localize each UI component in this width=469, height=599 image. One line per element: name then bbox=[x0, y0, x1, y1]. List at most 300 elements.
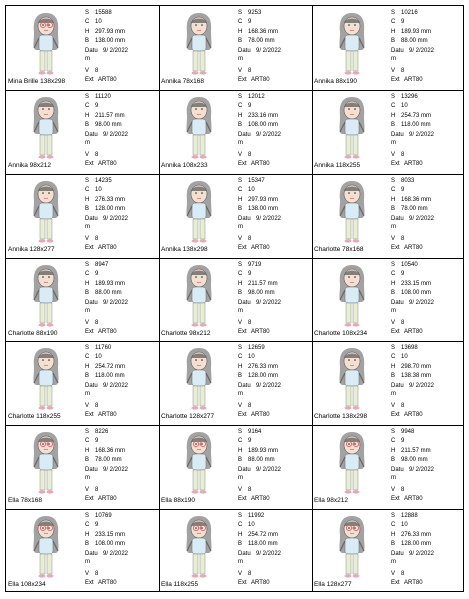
girl-figure-icon bbox=[330, 345, 374, 413]
info-key: C bbox=[391, 186, 396, 193]
info-key: Ext bbox=[391, 412, 400, 419]
info-value-v: 8 bbox=[401, 403, 405, 410]
info-key: m bbox=[391, 223, 396, 230]
design-name: Annika 118x255 bbox=[314, 161, 361, 169]
info-value-ext: ART80 bbox=[98, 77, 117, 83]
design-name: Annika 108x233 bbox=[161, 161, 208, 169]
info-key: V bbox=[238, 487, 243, 494]
info-key: m bbox=[238, 559, 243, 566]
info-value-s: 8226 bbox=[95, 429, 109, 436]
info-key: B bbox=[238, 205, 243, 212]
design-name: Annika 138x298 bbox=[161, 245, 208, 253]
design-card[interactable] bbox=[6, 509, 159, 593]
info-value-s: 15588 bbox=[95, 10, 112, 16]
info-key: Datu bbox=[238, 48, 251, 54]
info-value-c: 9 bbox=[95, 438, 99, 445]
info-key: H bbox=[391, 196, 396, 203]
info-key: C bbox=[85, 19, 90, 25]
info-key: C bbox=[238, 522, 243, 529]
info-key: B bbox=[85, 457, 90, 464]
info-key: Datu bbox=[391, 215, 404, 222]
info-value-b: 108.00 mm bbox=[95, 541, 126, 548]
design-name: Ella 88x190 bbox=[161, 497, 195, 505]
info-key: V bbox=[391, 68, 396, 74]
design-card[interactable] bbox=[159, 6, 312, 90]
design-name: Charlotte 118x255 bbox=[8, 413, 61, 421]
design-card[interactable] bbox=[312, 6, 465, 90]
info-key: H bbox=[238, 532, 243, 539]
design-card[interactable] bbox=[159, 90, 312, 174]
info-value-ext: ART80 bbox=[251, 580, 270, 587]
info-value-h: 211.57 mm bbox=[95, 112, 125, 119]
info-value-b: 118.00 mm bbox=[95, 373, 125, 380]
info-key: S bbox=[85, 513, 90, 520]
info-value-h: 189.93 mm bbox=[401, 29, 432, 35]
info-key: H bbox=[238, 280, 243, 287]
info-key: S bbox=[85, 177, 90, 184]
design-card[interactable] bbox=[159, 425, 312, 509]
info-value-datu: 9/ 2/2022 bbox=[256, 551, 282, 558]
design-card[interactable] bbox=[159, 174, 312, 258]
design-card[interactable] bbox=[312, 509, 465, 593]
info-key: Datu bbox=[238, 467, 251, 474]
info-key: S bbox=[238, 513, 243, 520]
info-value-s: 9948 bbox=[401, 429, 415, 436]
design-name: Charlotte 98x212 bbox=[161, 329, 211, 337]
info-key: C bbox=[85, 522, 90, 529]
info-key: C bbox=[85, 438, 90, 445]
info-key: V bbox=[391, 487, 396, 494]
info-key: m bbox=[85, 223, 90, 230]
girl-figure-icon bbox=[177, 94, 221, 162]
design-card[interactable] bbox=[6, 174, 159, 258]
info-key: S bbox=[391, 93, 396, 100]
girl-figure-icon bbox=[177, 10, 221, 78]
info-value-datu: 9/ 2/2022 bbox=[103, 215, 129, 222]
info-key: m bbox=[85, 559, 90, 566]
info-key: H bbox=[85, 532, 90, 539]
girl-figure-icon bbox=[24, 94, 68, 162]
info-value-b: 78.00 mm bbox=[95, 457, 122, 464]
info-value-s: 11992 bbox=[248, 513, 265, 520]
info-value-c: 10 bbox=[95, 19, 102, 25]
info-value-ext: ART80 bbox=[404, 412, 423, 419]
info-value-datu: 9/ 2/2022 bbox=[103, 551, 129, 558]
info-value-c: 9 bbox=[248, 102, 252, 109]
info-key: H bbox=[391, 364, 396, 371]
info-key: H bbox=[85, 29, 90, 35]
info-key: Ext bbox=[85, 160, 94, 167]
info-value-c: 9 bbox=[95, 522, 99, 529]
info-key: Ext bbox=[238, 496, 247, 503]
info-key: Ext bbox=[85, 412, 94, 419]
info-value-c: 10 bbox=[248, 522, 255, 529]
design-name: Charlotte 78x168 bbox=[314, 245, 364, 253]
girl-figure-icon bbox=[24, 345, 68, 413]
info-key: Ext bbox=[238, 580, 247, 587]
info-key: V bbox=[238, 151, 243, 158]
info-key: Datu bbox=[391, 131, 404, 138]
info-key: B bbox=[85, 289, 90, 296]
info-key: Ext bbox=[391, 77, 400, 83]
info-value-s: 9164 bbox=[248, 429, 262, 436]
design-card[interactable] bbox=[6, 90, 159, 174]
info-value-datu: 9/ 2/2022 bbox=[103, 131, 129, 138]
info-value-s: 12012 bbox=[248, 93, 265, 100]
design-name: Mina Brille 138x298 bbox=[8, 78, 66, 85]
info-key: C bbox=[85, 270, 90, 277]
info-value-b: 138.00 mm bbox=[248, 205, 279, 212]
info-value-h: 254.72 mm bbox=[248, 532, 279, 539]
info-key: Ext bbox=[238, 412, 247, 419]
info-key: B bbox=[85, 205, 90, 212]
info-key: Ext bbox=[391, 244, 400, 251]
info-value-b: 78.00 mm bbox=[401, 205, 428, 212]
info-key: C bbox=[238, 102, 243, 109]
info-value-h: 211.57 mm bbox=[401, 448, 431, 455]
info-value-b: 118.00 mm bbox=[401, 121, 431, 128]
info-value-s: 12659 bbox=[248, 345, 265, 352]
design-card[interactable] bbox=[312, 258, 465, 342]
info-value-c: 10 bbox=[95, 186, 102, 193]
design-card[interactable] bbox=[159, 509, 312, 593]
info-value-v: 8 bbox=[248, 487, 252, 494]
info-key: S bbox=[85, 93, 90, 100]
info-key: B bbox=[238, 121, 243, 128]
info-key: Datu bbox=[85, 551, 98, 558]
info-key: C bbox=[238, 19, 243, 25]
info-value-v: 8 bbox=[95, 487, 99, 494]
info-key: C bbox=[238, 270, 243, 277]
info-key: m bbox=[391, 56, 396, 62]
info-value-s: 8033 bbox=[401, 177, 415, 184]
info-key: S bbox=[238, 345, 243, 352]
info-key: S bbox=[85, 345, 90, 352]
girl-figure-icon bbox=[177, 345, 221, 413]
info-key: V bbox=[85, 151, 90, 158]
info-key: S bbox=[238, 93, 243, 100]
info-value-c: 10 bbox=[401, 102, 408, 109]
info-key: V bbox=[85, 235, 90, 242]
info-key: Ext bbox=[238, 244, 247, 251]
info-value-b: 128.00 mm bbox=[401, 541, 432, 548]
info-key: H bbox=[391, 448, 396, 455]
info-key: Datu bbox=[85, 131, 98, 138]
info-value-v: 8 bbox=[248, 319, 252, 326]
info-key: Datu bbox=[238, 299, 251, 306]
info-key: V bbox=[85, 319, 90, 326]
info-key: Ext bbox=[85, 244, 94, 251]
info-value-datu: 9/ 2/2022 bbox=[409, 299, 435, 306]
info-key: S bbox=[238, 261, 243, 268]
info-value-ext: ART80 bbox=[404, 244, 423, 251]
info-value-datu: 9/ 2/2022 bbox=[409, 467, 435, 474]
info-key: Datu bbox=[238, 131, 251, 138]
info-value-ext: ART80 bbox=[404, 580, 423, 587]
info-key: B bbox=[238, 38, 243, 44]
info-key: S bbox=[85, 261, 90, 268]
info-value-ext: ART80 bbox=[251, 328, 270, 335]
info-key: Datu bbox=[85, 48, 98, 54]
info-value-ext: ART80 bbox=[98, 244, 117, 251]
info-value-h: 168.36 mm bbox=[95, 448, 126, 455]
info-value-s: 9719 bbox=[248, 261, 262, 268]
design-name: Ella 108x234 bbox=[8, 581, 46, 589]
girl-figure-icon bbox=[330, 178, 374, 246]
info-key: Datu bbox=[238, 383, 251, 390]
info-key: V bbox=[238, 403, 243, 410]
info-value-ext: ART80 bbox=[98, 412, 117, 419]
info-value-v: 8 bbox=[248, 571, 252, 578]
info-key: C bbox=[391, 354, 396, 361]
info-value-datu: 9/ 2/2022 bbox=[256, 299, 282, 306]
info-value-v: 8 bbox=[95, 68, 99, 74]
info-value-datu: 9/ 2/2022 bbox=[256, 48, 282, 54]
info-value-h: 189.93 mm bbox=[248, 448, 279, 455]
info-key: V bbox=[391, 151, 396, 158]
info-value-ext: ART80 bbox=[404, 328, 423, 335]
design-card[interactable] bbox=[312, 90, 465, 174]
design-card[interactable] bbox=[6, 425, 159, 509]
info-key: V bbox=[85, 68, 90, 74]
design-card[interactable] bbox=[312, 174, 465, 258]
info-key: C bbox=[85, 102, 90, 109]
info-value-h: 298.70 mm bbox=[401, 364, 432, 371]
info-value-s: 10216 bbox=[401, 10, 418, 16]
info-value-s: 9253 bbox=[248, 10, 262, 16]
info-key: m bbox=[238, 139, 243, 146]
info-key: S bbox=[391, 513, 396, 520]
info-value-datu: 9/ 2/2022 bbox=[256, 131, 282, 138]
girl-figure-icon bbox=[24, 262, 68, 330]
info-value-v: 8 bbox=[401, 151, 405, 158]
info-key: Ext bbox=[391, 580, 400, 587]
design-name: Annika 98x212 bbox=[8, 161, 52, 169]
design-card[interactable] bbox=[6, 258, 159, 342]
info-value-h: 168.36 mm bbox=[401, 196, 432, 203]
info-key: H bbox=[391, 280, 396, 287]
info-value-h: 297.93 mm bbox=[95, 29, 126, 35]
info-key: m bbox=[391, 139, 396, 146]
info-key: H bbox=[85, 280, 90, 287]
info-value-s: 11120 bbox=[95, 93, 111, 100]
info-key: m bbox=[238, 307, 243, 314]
info-key: Datu bbox=[391, 48, 404, 54]
info-value-datu: 9/ 2/2022 bbox=[409, 48, 435, 54]
info-value-c: 10 bbox=[95, 354, 102, 361]
info-value-datu: 9/ 2/2022 bbox=[103, 48, 129, 54]
design-name: Ella 78x168 bbox=[8, 497, 42, 505]
info-value-v: 8 bbox=[95, 235, 99, 242]
info-value-ext: ART80 bbox=[251, 412, 270, 419]
info-key: V bbox=[391, 235, 396, 242]
info-key: Ext bbox=[85, 77, 94, 83]
info-value-v: 8 bbox=[401, 571, 405, 578]
info-key: H bbox=[391, 112, 396, 119]
info-value-c: 9 bbox=[401, 270, 405, 277]
info-key: H bbox=[85, 112, 90, 119]
design-name: Ella 98x212 bbox=[314, 497, 348, 505]
design-card[interactable] bbox=[6, 341, 159, 425]
girl-figure-icon bbox=[330, 513, 374, 581]
info-key: m bbox=[85, 139, 90, 146]
info-key: m bbox=[85, 56, 90, 62]
info-value-ext: ART80 bbox=[98, 580, 117, 587]
design-card[interactable] bbox=[312, 341, 465, 425]
info-value-b: 98.00 mm bbox=[248, 289, 275, 296]
girl-figure-icon bbox=[24, 513, 68, 581]
info-value-c: 9 bbox=[248, 438, 252, 445]
info-value-b: 118.00 mm bbox=[248, 541, 278, 548]
info-value-ext: ART80 bbox=[404, 77, 423, 83]
info-key: C bbox=[391, 19, 396, 25]
info-key: B bbox=[238, 373, 243, 380]
info-key: B bbox=[85, 373, 90, 380]
info-key: C bbox=[85, 186, 90, 193]
info-value-c: 9 bbox=[401, 186, 405, 193]
info-key: Datu bbox=[391, 467, 404, 474]
girl-figure-icon bbox=[24, 429, 68, 497]
info-key: S bbox=[85, 10, 90, 16]
info-value-ext: ART80 bbox=[251, 244, 270, 251]
info-key: S bbox=[238, 10, 243, 16]
info-value-c: 9 bbox=[95, 102, 99, 109]
girl-figure-icon bbox=[330, 94, 374, 162]
girl-figure-icon bbox=[330, 10, 374, 78]
info-value-v: 8 bbox=[401, 319, 405, 326]
embroidery-sheet bbox=[5, 5, 464, 592]
info-value-v: 8 bbox=[248, 68, 252, 74]
info-key: B bbox=[391, 373, 396, 380]
info-key: B bbox=[85, 121, 90, 128]
info-value-h: 233.15 mm bbox=[95, 532, 126, 539]
info-key: B bbox=[391, 121, 396, 128]
info-value-ext: ART80 bbox=[98, 328, 117, 335]
info-key: V bbox=[85, 403, 90, 410]
info-value-h: 233.15 mm bbox=[401, 280, 432, 287]
info-value-h: 276.33 mm bbox=[95, 196, 126, 203]
info-value-c: 10 bbox=[248, 354, 255, 361]
design-card[interactable] bbox=[159, 341, 312, 425]
girl-figure-icon bbox=[330, 262, 374, 330]
info-value-b: 88.00 mm bbox=[248, 457, 275, 464]
info-value-datu: 9/ 2/2022 bbox=[256, 383, 282, 390]
info-key: V bbox=[391, 403, 396, 410]
info-key: S bbox=[391, 429, 396, 436]
info-key: S bbox=[238, 429, 243, 436]
info-value-s: 8947 bbox=[95, 261, 109, 268]
info-value-v: 8 bbox=[401, 235, 405, 242]
info-key: V bbox=[238, 571, 243, 578]
info-key: H bbox=[238, 29, 243, 35]
info-value-s: 10769 bbox=[95, 513, 112, 520]
info-key: m bbox=[238, 391, 243, 398]
design-card[interactable] bbox=[312, 425, 465, 509]
info-key: C bbox=[238, 354, 243, 361]
info-key: Ext bbox=[391, 496, 400, 503]
info-value-c: 9 bbox=[401, 19, 405, 25]
info-value-b: 108.00 mm bbox=[401, 289, 432, 296]
info-key: B bbox=[238, 289, 243, 296]
info-value-s: 13296 bbox=[401, 93, 418, 100]
girl-figure-icon bbox=[24, 178, 68, 246]
info-key: Datu bbox=[85, 215, 98, 222]
info-value-c: 10 bbox=[401, 354, 408, 361]
info-value-v: 8 bbox=[401, 487, 405, 494]
design-card[interactable] bbox=[6, 6, 159, 90]
info-value-datu: 9/ 2/2022 bbox=[409, 215, 435, 222]
info-key: H bbox=[238, 112, 243, 119]
info-key: C bbox=[391, 102, 396, 109]
info-key: B bbox=[238, 457, 243, 464]
info-key: Ext bbox=[391, 160, 400, 167]
info-value-h: 276.33 mm bbox=[401, 532, 432, 539]
info-key: m bbox=[238, 475, 243, 482]
info-value-b: 98.00 mm bbox=[95, 121, 122, 128]
info-key: S bbox=[85, 429, 90, 436]
info-key: H bbox=[391, 532, 396, 539]
info-key: B bbox=[238, 541, 243, 548]
info-value-b: 108.00 mm bbox=[248, 121, 279, 128]
info-value-v: 8 bbox=[248, 403, 252, 410]
info-value-datu: 9/ 2/2022 bbox=[103, 299, 129, 306]
info-key: H bbox=[238, 448, 243, 455]
info-value-b: 128.00 mm bbox=[95, 205, 126, 212]
info-key: S bbox=[391, 177, 396, 184]
info-value-b: 138.38 mm bbox=[401, 373, 432, 380]
info-value-s: 14235 bbox=[95, 177, 112, 184]
girl-figure-icon bbox=[177, 429, 221, 497]
design-name: Charlotte 88x190 bbox=[8, 329, 58, 337]
design-name: Charlotte 138x298 bbox=[314, 413, 368, 421]
info-value-s: 15347 bbox=[248, 177, 265, 184]
info-key: m bbox=[85, 307, 90, 314]
info-key: C bbox=[391, 522, 396, 529]
info-key: Ext bbox=[238, 160, 247, 167]
girl-figure-icon bbox=[330, 429, 374, 497]
info-key: B bbox=[391, 289, 396, 296]
info-key: V bbox=[238, 319, 243, 326]
info-value-c: 9 bbox=[248, 19, 252, 25]
info-value-b: 98.00 mm bbox=[401, 457, 428, 464]
design-card[interactable] bbox=[159, 258, 312, 342]
info-key: Datu bbox=[391, 383, 404, 390]
info-value-s: 12888 bbox=[401, 513, 418, 520]
info-value-c: 10 bbox=[248, 186, 255, 193]
info-value-ext: ART80 bbox=[404, 496, 423, 503]
info-key: S bbox=[391, 261, 396, 268]
info-key: V bbox=[238, 235, 243, 242]
info-key: Ext bbox=[238, 77, 247, 83]
info-value-v: 8 bbox=[95, 151, 99, 158]
info-value-c: 9 bbox=[95, 270, 99, 277]
info-key: m bbox=[391, 475, 396, 482]
info-key: B bbox=[391, 541, 396, 548]
design-name: Charlotte 108x234 bbox=[314, 329, 368, 337]
info-key: V bbox=[238, 68, 243, 74]
girl-figure-icon bbox=[24, 10, 68, 78]
info-key: Datu bbox=[85, 383, 98, 390]
info-value-ext: ART80 bbox=[251, 496, 270, 503]
info-value-b: 88.00 mm bbox=[401, 38, 428, 44]
info-value-ext: ART80 bbox=[251, 160, 270, 167]
info-key: S bbox=[391, 10, 396, 16]
info-key: Datu bbox=[85, 299, 98, 306]
info-value-b: 138.00 mm bbox=[95, 38, 126, 44]
info-value-ext: ART80 bbox=[98, 496, 117, 503]
info-key: Datu bbox=[391, 551, 404, 558]
info-key: H bbox=[85, 448, 90, 455]
